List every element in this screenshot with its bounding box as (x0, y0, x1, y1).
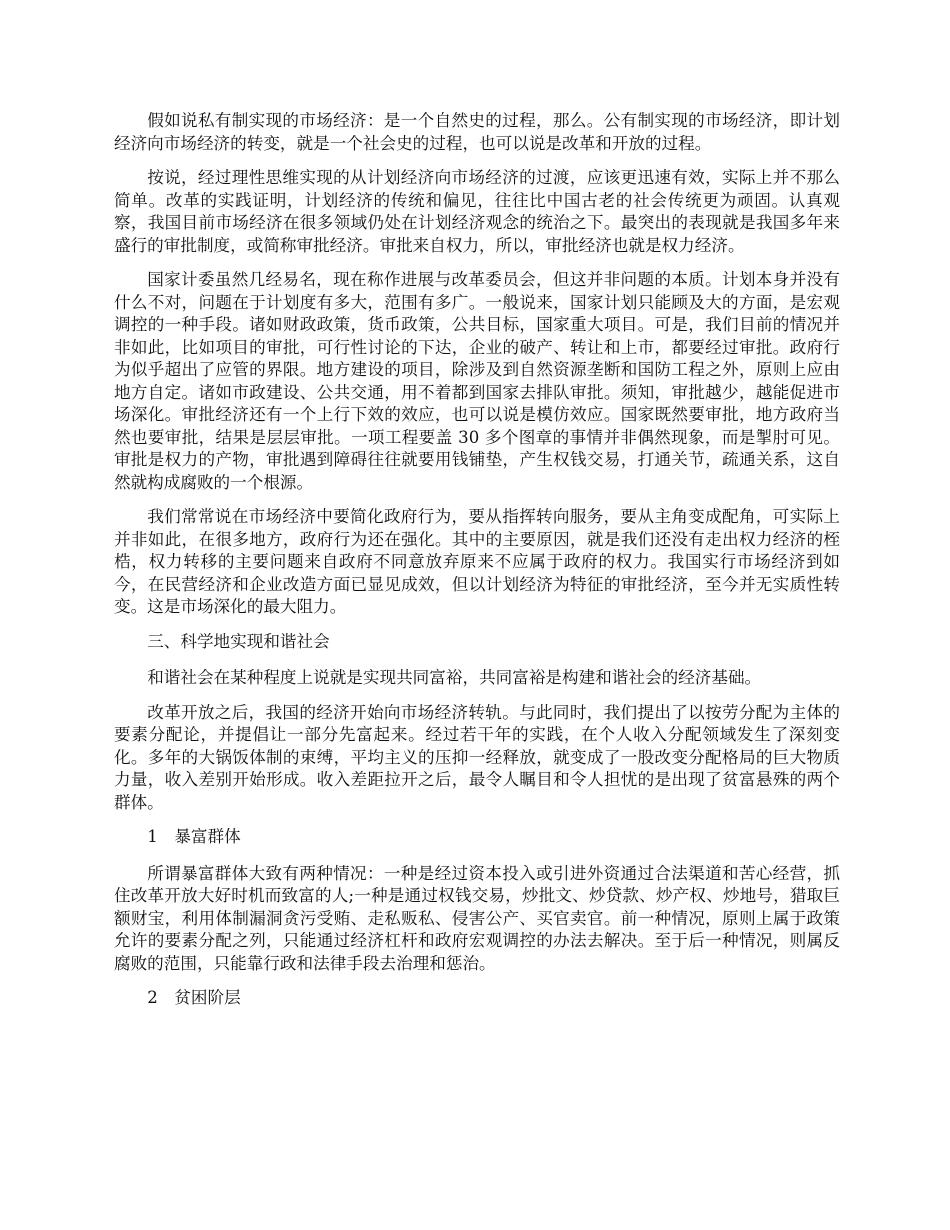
paragraph-privately-owned-market: 假如说私有制实现的市场经济：是一个自然史的过程，那么。公有制实现的市场经济，即计划经济向市场经济的转变，就是一个社会史的过程，也可以说是改革和开放的过程。 (114, 111, 840, 153)
subheading-poor-class: 2 贫困阶层 (147, 988, 241, 1007)
section-heading-harmonious-society: 三、科学地实现和谐社会 (147, 631, 330, 651)
paragraph-common-prosperity: 和谐社会在某种程度上说就是实现共同富裕，共同富裕是构建和谐社会的经济基础。 (147, 668, 762, 687)
paragraph-planning-commission: 国家计委虽然几经易名，现在称作进展与改革委员会，但这并非问题的本质。计划本身并没有什么不对，问题在于计划度有多大，范围有多广。一般说来，国家计划只能顾及大的方面，是宏观调控的一种手段。诸如财政政策，货币政策，公共目标，国家重大项目。可是，我们目前的情况并非如此，比如项目的审批，可行性讨论的下达，企业的破产、转让和上市，都要经过审批。政府行为似乎超出了应管的界限。地方建设的项目，除涉及到自然资源垄断和国防工程之外，原则上应由地方自定。诸如市政建设、公共交通，用不着都到国家去排队审批。须知，审批越少，越能促进市场深化。审批经济还有一个上行下效的效应，也可以说是模仿效应。国家既然要审批，地方政府当然也要审批，结果是层层审批。一项工程要盖 30 多个图章的事情并非偶然现象，而是掣肘可见。审批是权力的产物，审批遇到障碍往往就要用钱铺垫，产生权钱交易，打通关节，疏通关系，这自然就构成腐败的一个根源。 (114, 270, 840, 492)
subheading-wealthy-group: 1 暴富群体 (147, 827, 241, 846)
paragraph-planned-economy-transition: 按说，经过理性思维实现的从计划经济向市场经济的过渡，应该更迅速有效，实际上并不那么简单。改革的实践证明，计划经济的传统和偏见，往往比中国古老的社会传统更为顽固。认真观察，我国目前市场经济在很多领域仍处在计划经济观念的统治之下。最突出的表现就是我国多年来盛行的审批制度，或简称审批经济。审批来自权力，所以，审批经济也就是权力经济。 (114, 168, 840, 255)
paragraph-wealthy-group: 所谓暴富群体大致有两种情况：一种是经过资本投入或引进外资通过合法渠道和苦心经营，抓住改革开放大好时机而致富的人;一种是通过权钱交易，炒批文、炒贷款、炒产权、炒地号，猎取巨额财宝，利用体制漏洞贪污受贿、走私贩私、侵害公产、买官卖官。前一种情况，原则上属于政策允许的要素分配之列，只能通过经济杠杆和政府宏观调控的办法去解决。至于后一种情况，则属反腐败的范围，只能靠行政和法律手段去治理和惩治。 (114, 863, 840, 973)
paragraph-simplify-government: 我们常常说在市场经济中要简化政府行为，要从指挥转向服务，要从主角变成配角，可实际上并非如此，在很多地方，政府行为还在强化。其中的主要原因，就是我们还没有走出权力经济的桎梏，权力转移的主要问题来自政府不同意放弃原来不应属于政府的权力。我国实行市场经济到如今，在民营经济和企业改造方面已显见成效，但以计划经济为特征的审批经济，至今并无实质性转变。这是市场深化的最大阻力。 (114, 507, 840, 616)
document-page (114, 110, 840, 1024)
paragraph-reform-opening: 改革开放之后，我国的经济开始向市场经济转轨。与此同时，我们提出了以按劳分配为主体的要素分配论，并提倡让一部分先富起来。经过若干年的实践，在个人收入分配领域发生了深刻变化。多年的大锅饭体制的束缚，平均主义的压抑一经释放，就变成了一股改变分配格局的巨大物质力量，收入差别开始形成。收入差距拉开之后，最令人瞩目和令人担忧的是出现了贫富悬殊的两个群体。 (114, 702, 840, 812)
